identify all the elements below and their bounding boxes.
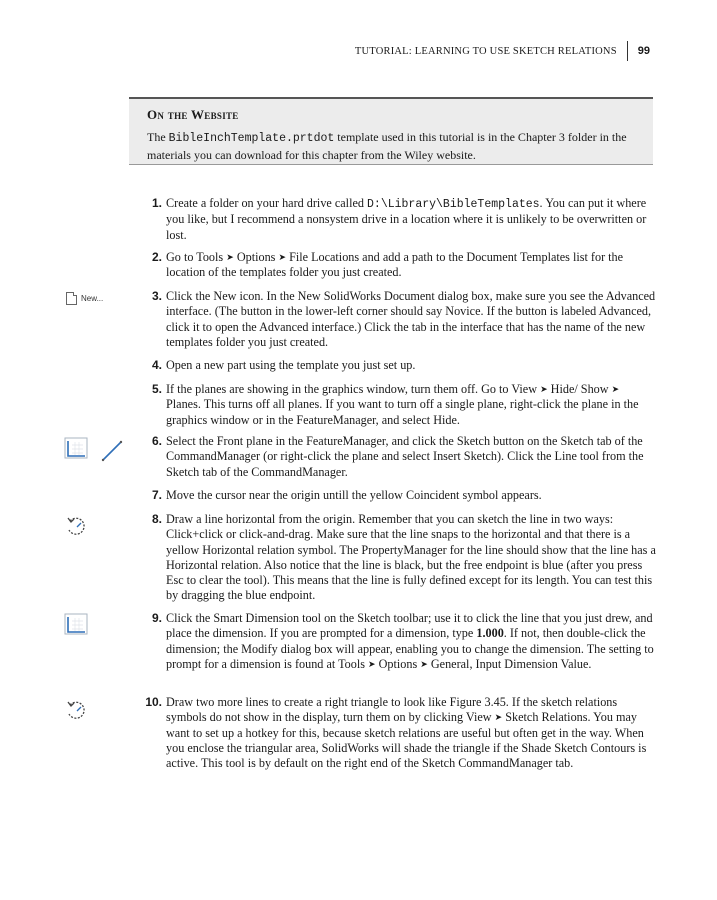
running-title: TUTORIAL: LEARNING TO USE SKETCH RELATIONS bbox=[354, 45, 617, 57]
running-head bbox=[355, 40, 650, 62]
undo-rotate-icon-2 bbox=[65, 699, 89, 723]
step-number: 9. bbox=[151, 611, 162, 625]
new-button-icon bbox=[66, 292, 103, 305]
step-text: Open a new part using the template you just set up. bbox=[166, 358, 416, 372]
step-3 bbox=[151, 289, 656, 350]
step-text: Draw a line horizontal from the origin. Remember that you can sketch the line in two ways: Click+click or click-and-drag. Make sure that the line snaps to the horizontal and that there is a yellow Horizontal relation symbol. The PropertyManager for the line should show that the line has a Horizontal relation. Also notice that the line is black, but the free endpoint is blue (after you press Esc to clear the tool). This means that the line is fully defined except for its length. You can test this by dragging the blue endpoint. bbox=[166, 512, 656, 603]
sketch-icon bbox=[64, 437, 90, 461]
website-sidebar bbox=[129, 97, 653, 165]
folder-path: D:\Library\BibleTemplates bbox=[367, 198, 540, 211]
smart-dimension-icon bbox=[64, 613, 90, 637]
step-number: 3. bbox=[151, 289, 162, 303]
step-8 bbox=[151, 512, 656, 604]
sidebar-text-2: template used in this tutorial is in the Chapter 3 folder in the materials you can download for this chapter from the Wiley website. bbox=[147, 130, 627, 162]
step-text: Move the cursor near the origin untill the yellow Coincident symbol appears. bbox=[166, 488, 542, 502]
step-6 bbox=[151, 434, 656, 480]
undo-rotate-icon-1 bbox=[65, 515, 89, 539]
step-text: Options bbox=[375, 656, 421, 671]
menu-arrow-icon: ➤ bbox=[611, 384, 620, 394]
step-number: 5. bbox=[151, 382, 162, 396]
step-number: 10. bbox=[145, 695, 162, 709]
sidebar-body bbox=[147, 129, 636, 163]
step-text: Click the Smart Dimension tool on the Sketch toolbar; use it to click the line that you just drew, and place the dimension. If you are prompted for a dimension, type bbox=[166, 611, 653, 641]
line-tool-icon bbox=[100, 439, 124, 463]
step-7 bbox=[151, 488, 656, 503]
step-number: 8. bbox=[151, 512, 162, 526]
step-number: 4. bbox=[151, 358, 162, 372]
step-text: Hide/ Show bbox=[547, 382, 612, 396]
page-number: 99 bbox=[637, 45, 650, 57]
menu-arrow-icon: ➤ bbox=[226, 252, 234, 262]
step-text: Create a folder on your hard drive called bbox=[166, 196, 368, 210]
step-text: Sketch Relations. You may want to set up a hotkey for this, because sketch relations are useful but often get in the way. When you enclose the triangular area, SolidWorks will shade the triangle if the Shade Sketch Contours is active. This tool is by default on the right end of the Sketch CommandManager tab. bbox=[166, 710, 647, 771]
step-number: 2. bbox=[151, 250, 162, 264]
sidebar-text-1: The bbox=[147, 130, 169, 144]
step-text: File Locations and add a path to the Document Templates list for the location of the templates folder you just created. bbox=[166, 250, 624, 280]
step-10 bbox=[145, 695, 656, 771]
step-4 bbox=[151, 358, 656, 373]
step-2 bbox=[151, 250, 656, 281]
step-1 bbox=[151, 196, 656, 243]
step-number: 1. bbox=[151, 196, 162, 210]
menu-arrow-icon: ➤ bbox=[278, 252, 287, 262]
menu-arrow-icon: ➤ bbox=[540, 384, 548, 394]
step-number: 7. bbox=[151, 488, 162, 502]
new-document-icon bbox=[66, 292, 77, 305]
menu-arrow-icon: ➤ bbox=[420, 658, 428, 669]
step-text: Planes. This turns off all planes. If you want to turn off a single plane, right-click the plane in the graphics window or in the FeatureManager, and select Hide. bbox=[166, 397, 639, 427]
dimension-value: 1.000 bbox=[476, 626, 504, 641]
step-9 bbox=[151, 611, 656, 672]
step-text: Go to Tools bbox=[166, 250, 227, 264]
sidebar-filename: BibleInchTemplate.prtdot bbox=[168, 132, 335, 145]
menu-arrow-icon: ➤ bbox=[368, 658, 376, 669]
step-text: Options bbox=[233, 250, 279, 264]
step-5 bbox=[151, 382, 656, 428]
step-text: General, Input Dimension Value. bbox=[427, 656, 592, 671]
step-number: 6. bbox=[151, 434, 162, 448]
step-text: . You can put it where you like, but I recommend a nonsystem drive in a location where it is unlikely to be overwritten or lost. bbox=[166, 196, 647, 242]
sidebar-heading: On the Website bbox=[147, 107, 239, 122]
step-text: Draw two more lines to create a right triangle to look like Figure 3.45. If the sketch relations symbols do not show in the display, turn them on by clicking View bbox=[166, 695, 618, 725]
menu-arrow-icon: ➤ bbox=[494, 712, 503, 723]
step-text: Select the Front plane in the FeatureManager, and click the Sketch button on the Sketch tab of the CommandManager (or right-click the plane and select Insert Sketch). Click the Line tool from the Sketch tab of the CommandManager. bbox=[166, 434, 644, 479]
step-text: Click the New icon. In the New SolidWorks Document dialog box, make sure you see the Advanced interface. (The button in the lower-left corner should say Novice. If the button is labeled Advanced, click it to open the Advanced interface.) Click the tab in the interface that has the name of the new templates folder you just created. bbox=[166, 289, 656, 349]
step-text: . If not, then double-click the dimension; the Modify dialog box will appear, enabling you to change the dimension. The setting to prompt for a dimension is found at Tools bbox=[166, 626, 654, 671]
new-button-label: New... bbox=[81, 294, 104, 303]
step-text: If the planes are showing in the graphics window, turn them off. Go to View bbox=[166, 382, 541, 396]
